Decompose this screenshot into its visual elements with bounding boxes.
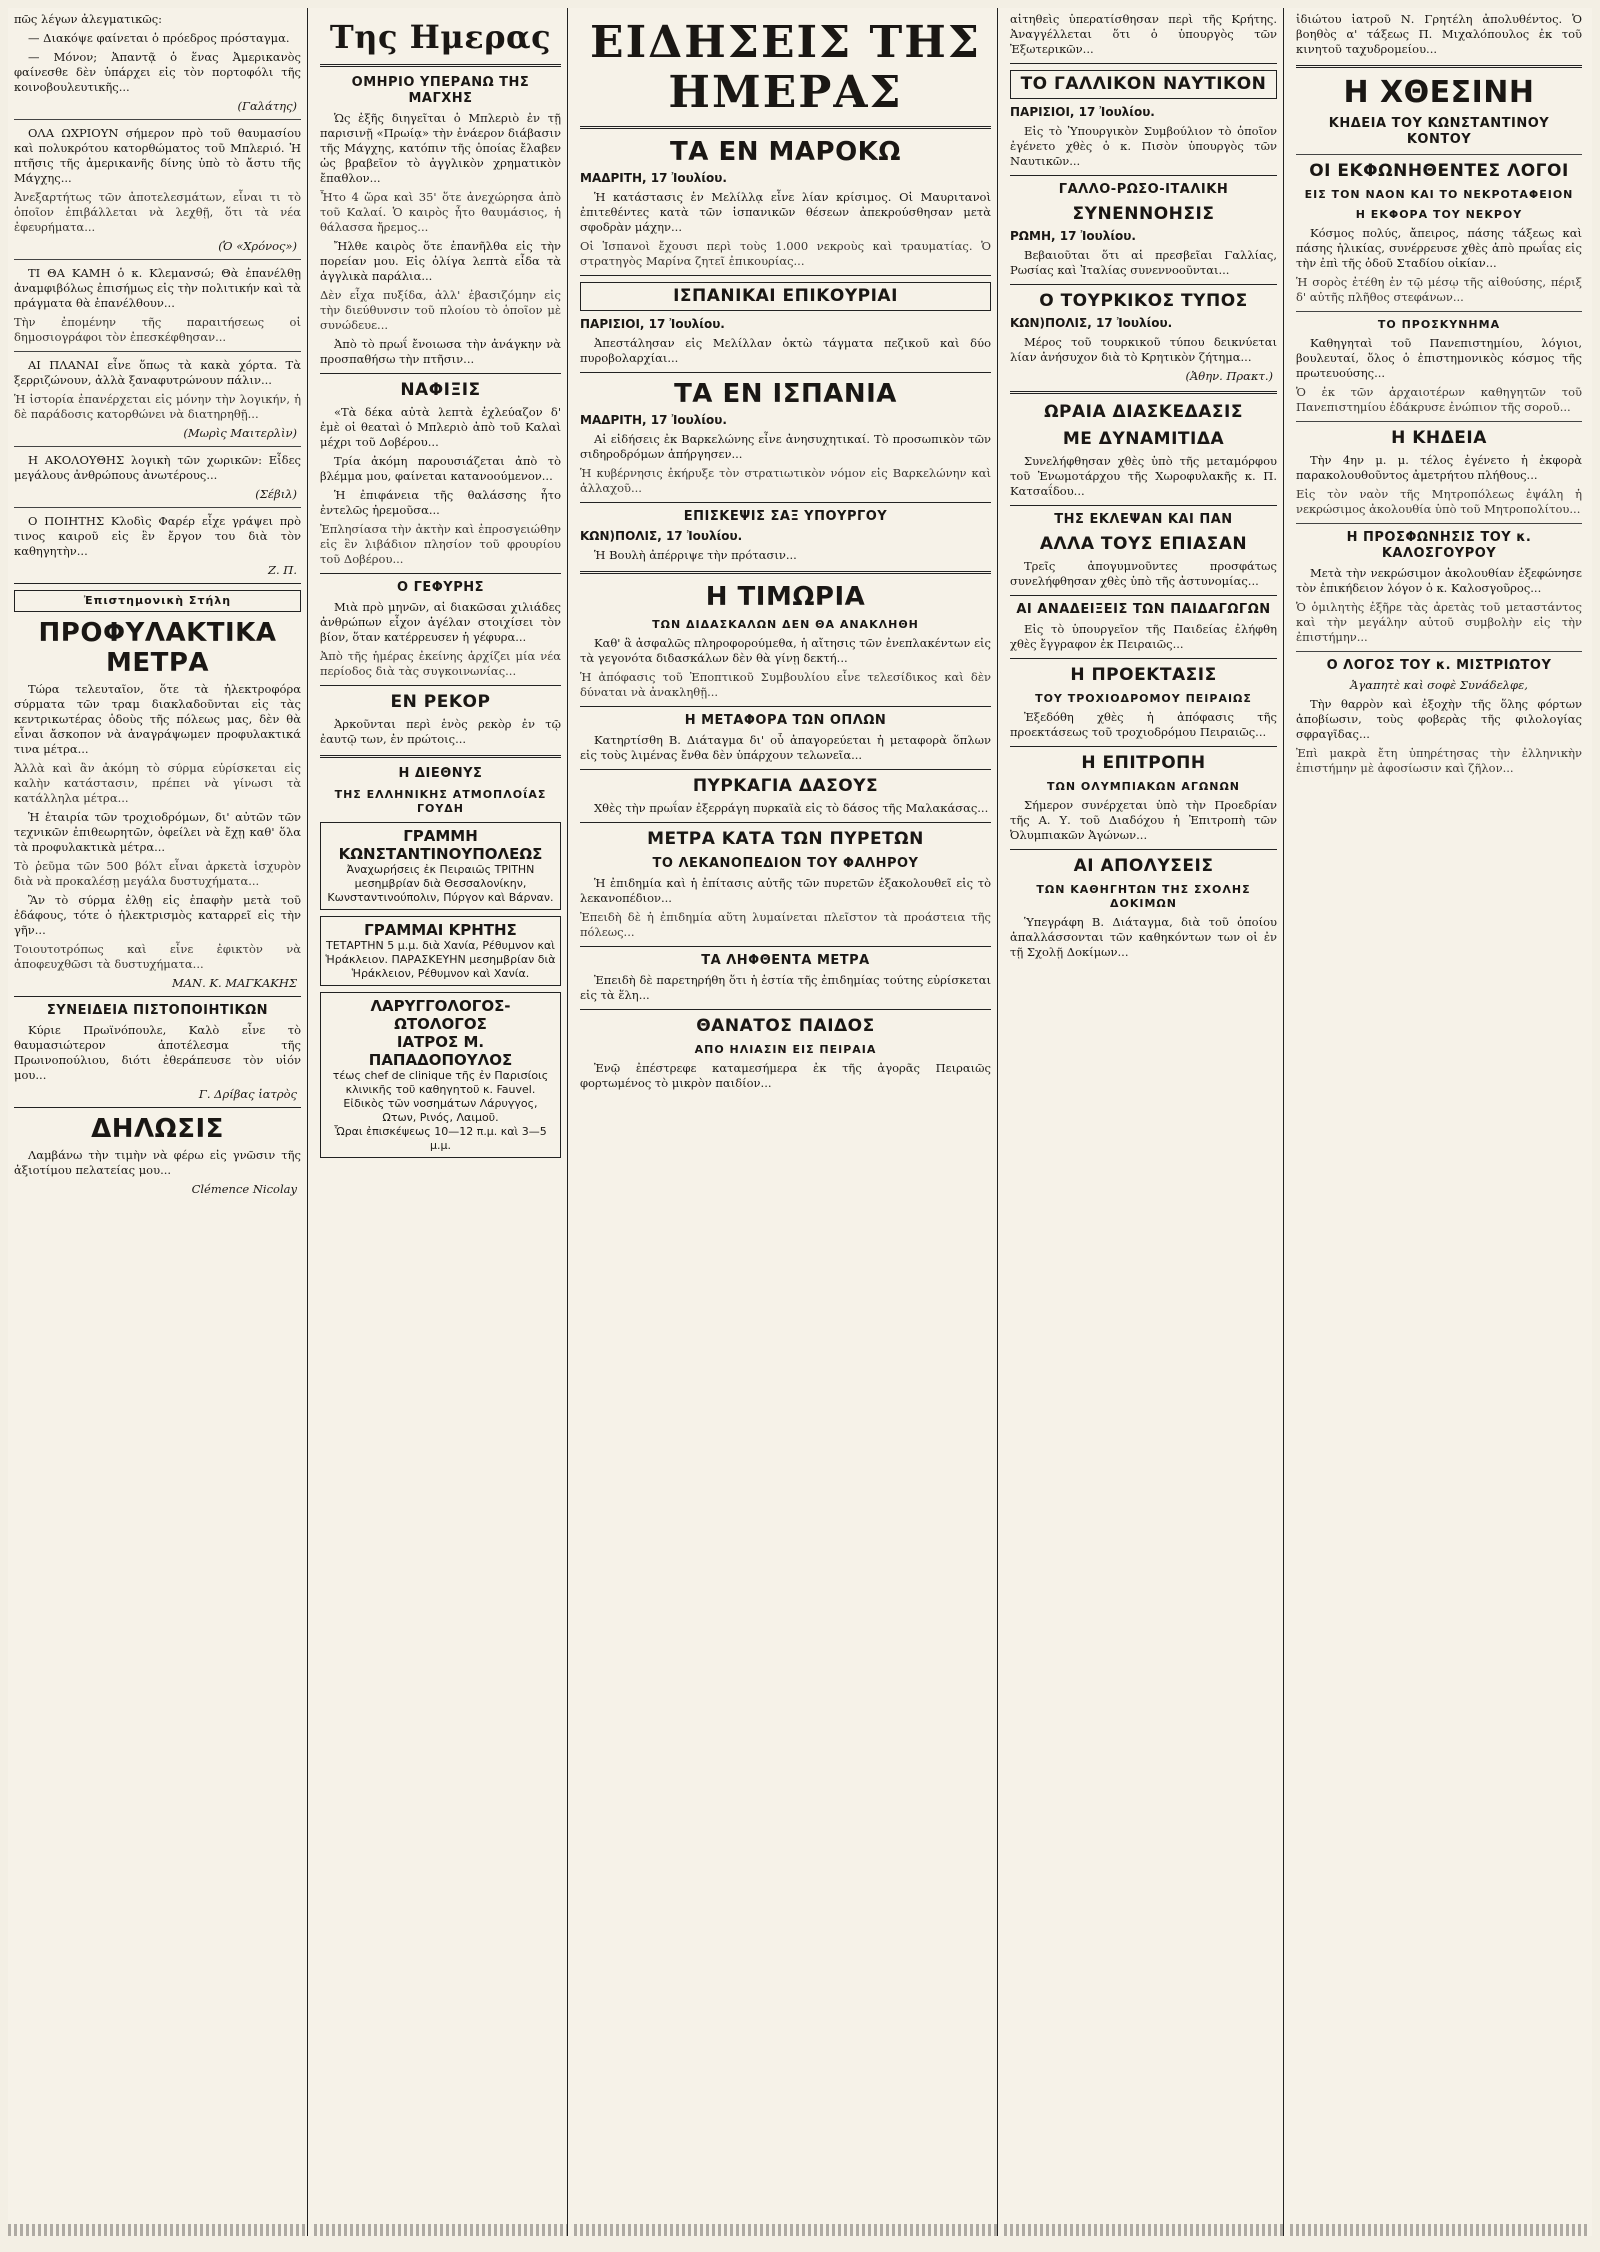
masthead-tis-imeras: Της Ημερας bbox=[329, 18, 552, 56]
masthead-eidiseis: ΕΙΔΗΣΕΙΣ ΤΗΣ ΗΜΕΡΑΣ bbox=[590, 17, 981, 118]
signature: ΜΑΝ. Κ. ΜΑΓΚΑΚΗΣ bbox=[171, 976, 297, 990]
maroko-text: Ἡ κατάστασις ἐν Μελίλλᾳ εἶνε λίαν κρίσιμος. Οἱ Μαυριτανοὶ ἐπιτεθέντες κατὰ τῶν ἱσπανικῶν θέσεων ἀπεκρούσθησαν μετὰ σφοδρὰν μάχην... bbox=[580, 190, 991, 234]
subhead-eklepsan: ΑΛΛΑ ΤΟΥΣ ΕΠΙΑΣΑΝ bbox=[1039, 534, 1248, 554]
signature: (Γαλάτης) bbox=[237, 99, 297, 113]
headline-epitropi: Η ΕΠΙΤΡΟΠΗ bbox=[1081, 753, 1206, 773]
rekor-text: Ἀρκοῦνται περὶ ἑνὸς ρεκὸρ ἐν τῷ ἐαυτῷ των, ἐν πρώτοις... bbox=[320, 717, 561, 746]
anadeixeis-text: Εἰς τὸ ὑπουργεῖον τῆς Παιδείας ἐλήφθη χθὲς ἔγγραφον ἐκ Πειραιῶς... bbox=[1010, 622, 1277, 651]
headline-tourk: Ο ΤΟΥΡΚΙΚΟΣ ΤΥΠΟΣ bbox=[1039, 291, 1248, 311]
kideia-text: Τὴν 4ην μ. μ. τέλος ἐγένετο ἡ ἐκφορὰ παρακολουθοῦντος ἀμετρήτου πλήθους... bbox=[1296, 453, 1582, 482]
tourk-text: Μέρος τοῦ τουρκικοῦ τύπου δεικνύεται λίαν ἀνήσυχον διὰ τὸ Κρητικὸν ζήτημα... bbox=[1010, 335, 1277, 364]
subhead-apolyseis: ΤΩΝ ΚΑΘΗΓΗΤΩΝ ΤΗΣ ΣΧΟΛΗΣ ΔΟΚΙΜΩΝ bbox=[1036, 883, 1251, 910]
proskynima-text: Καθηγηταὶ τοῦ Πανεπιστημίου, λόγιοι, βουλευταί, ὅλος ὁ ἐπιστημονικὸς κόσμος τῆς πρωτευούσης... bbox=[1296, 336, 1582, 380]
eklepsan-text: Τρεῖς ἀπογυμνοῦντες προσφάτως συνελήφθησαν χθὲς ὑπὸ τῆς ἀστυνομίας... bbox=[1010, 559, 1277, 588]
column-2: Της Ημερας ΟΜΗΡΙΟ ΥΠΕΡΑΝΩ ΤΗΣ ΜΑΓΧΗΣ Ὡς ἐξῆς διηγεῖται ὁ Μπλεριὸ ἐν τῇ παρισινῇ «Πρωίᾳ» τὴν ἐνάερον διάβασιν τῆς Μάγχης, κατόπιν τῆς ὁποίας ἔλαβεν ὡς βραβεῖον τὸ ἀγγλικὸν χρηματικὸν ἔπαθλον... Ἦτο 4 ὥρα καὶ 35' ὅτε ἀνεχώρησα ἀπὸ τοῦ Καλαί. Ὁ καιρὸς ἦτο θαυμάσιος, ἡ θάλασσα ἤρεμος... Ἤλθε καιρὸς ὅτε ἐπανῆλθα εἰς τὴν πορείαν μου. Εἰς ὀλίγα λεπτὰ εἶδα τὰ ἀγγλικὰ παράλια... Δὲν εἶχα πυξίδα, ἀλλ' ἐβασιζόμην εἰς τὴν διεύθυνσιν τοῦ πλοίου τὸ ὁποῖον μὲ συνώδευε... Ἀπὸ τὸ πρωΐ ἔνοιωσα τὴν ἀνάγκην νὰ προσπαθήσω τὴν πτῆσιν... ΝΑΦΙΞΙΣ «Τὰ δέκα αὐτὰ λεπτὰ ἐχλεύαζον δ' ἐμὲ οἱ θεαταὶ ὁ Μπλεριὸ ἀπὸ τοῦ Καλαὶ μέχρι τοῦ Δοβέρου... Τρία ἀκόμη παρουσιάζεται ἀπὸ τὸ βλέμμα μου, φαίνεται κατανοούμενον... Ἡ ἐπιφάνεια τῆς θαλάσσης ἦτο ἐντελῶς ἠρεμοῦσα... Ἐπλησίασα τὴν ἀκτὴν καὶ ἐπροσγειώθην εἰς ἓν λιβάδιον πλησίον τοῦ φρουρίου τοῦ Δοβέρου... Ο ΓΕΦΥΡΗΣ Μιὰ πρὸ μηνῶν, αἱ διακῶσαι χιλιάδες ἀνθρώπων εἶχον ἀγέλαν στοιχίσει τὸν βίον, ὅταν κατέρρευσεν ἡ γέφυρα... Ἀπὸ τῆς ἡμέρας ἐκείνης ἀρχίζει μία νέα περίοδος διὰ τὰς συγκοινωνίας... ΕΝ ΡΕΚΟΡ Ἀρκοῦνται περὶ ἑνὸς ρεκὸρ ἐν τῷ ἐαυτῷ των, ἐν πρώτοις... Η ΔΙΕΘΝΥΣ ΤΗΣ ΕΛΛΗΝΙΚΗΣ ΑΤΜΟΠΛΟΐΑΣ ΓΟΥΔΗ ΓΡΑΜΜΗ ΚΩΝΣΤΑΝΤΙΝΟΥΠΟΛΕΩΣ Ἀναχωρήσεις ἐκ Πειραιῶς ΤΡΙΤΗΝ μεσημβρίαν διὰ Θεσσαλονίκην, Κωνσταντινούπολιν, Πύργον καὶ Βάρναν. ΓΡΑΜΜΑΙ ΚΡΗΤΗΣ ΤΕΤΑΡΤΗΝ 5 μ.μ. διὰ Χανία, Ρέθυμνον καὶ Ἡράκλειον. ΠΑΡΑΣΚΕΥΗΝ μεσημβρίαν διὰ Ἡράκλειον, Ρέθυμνον καὶ Χανία. ΛΑΡΥΓΓΟΛΟΓΟΣ-ΩΤΟΛΟΓΟΣ ΙΑΤΡΟΣ Μ. ΠΑΠΑΔΟΠΟΥΛΟΣ τέως chef de clinique τῆς ἐν Παρισίοις κλινικῆς τοῦ καθηγητοῦ κ. Fauvel. Εἰδικὸς τῶν νοσημάτων Λάρυγγος, Ωτων, Ρινός, Λαιμοῦ. Ὧραι ἐπισκέψεως 10—12 π.μ. καὶ 3—5 μ.μ. bbox=[314, 8, 568, 2236]
headline-rekor: ΕΝ ΡΕΚΟΡ bbox=[390, 692, 491, 712]
subhead-omirio: ΟΜΗΡΙΟ ΥΠΕΡΑΝΩ ΤΗΣ ΜΑΓΧΗΣ bbox=[351, 75, 530, 106]
dateline: ΠΑΡΙΣΙΟΙ, 17 Ἰουλίου. bbox=[1010, 105, 1155, 119]
column-5-inner: ἰδιώτου ἰατροῦ Ν. Γρητέλη ἀπολυθέντος. Ὁ βοηθὸς α' τάξεως Π. Μιχαλόπουλος ἐκ τοῦ κινητοῦ ταχυδρομείου... Η ΧΘΕΣΙΝΗ ΚΗΔΕΙΑ ΤΟΥ ΚΩΝΣΤΑΝΤΙΝΟΥ ΚΟΝΤΟΥ ΟΙ ΕΚΦΩΝΗΘΕΝΤΕΣ ΛΟΓΟΙ ΕΙΣ ΤΟΝ ΝΑΟΝ ΚΑΙ ΤΟ ΝΕΚΡΟΤΑΦΕΙΟΝ Η ΕΚΦΟΡΑ ΤΟΥ ΝΕΚΡΟΥ Κόσμος πολύς, ἄπειρος, πάσης τάξεως καὶ πάσης ἡλικίας, συνέρρευσε χθὲς ἀπὸ πρωΐας εἰς τὴν ἐπὶ τῆς ὁδοῦ Σταδίου οἰκίαν... Ἡ σορὸς ἐτέθη ἐν τῷ μέσῳ τῆς αἰθούσης, πέριξ δ' αὐτῆς πλῆθος στεφάνων... ΤΟ ΠΡΟΣΚΥΝΗΜΑ Καθηγηταὶ τοῦ Πανεπιστημίου, λόγιοι, βουλευταί, ὅλος ὁ ἐπιστημονικὸς κόσμος τῆς πρωτευούσης... Ὁ ἐκ τῶν ἀρχαιοτέρων καθηγητῶν τοῦ Πανεπιστημίου ἐδάκρυσε ἐνώπιον τῆς σοροῦ... Η ΚΗΔΕΙΑ Τὴν 4ην μ. μ. τέλος ἐγένετο ἡ ἐκφορὰ παρακολουθοῦντος ἀμετρήτου πλήθους... Εἰς τὸν ναὸν τῆς Μητροπόλεως ἐψάλη ἡ νεκρώσιμος ἀκολουθία ὑπὸ τοῦ Μητροπολίτου... Η ΠΡΟΣΦΩΝΗΣΙΣ ΤΟΥ κ. ΚΑΛΟΣΓΟΥΡΟΥ Μετὰ τὴν νεκρώσιμον ἀκολουθίαν ἐξεφώνησε τὸν ἐπικήδειον λόγον ὁ κ. Καλοσγοῦρος... Ὁ ὁμιλητὴς ἐξῆρε τὰς ἀρετὰς τοῦ μεταστάντος καὶ τὴν μεγάλην αὐτοῦ συμβολὴν εἰς τὴν ἐπιστήμην... Ο ΛΟΓΟΣ ΤΟΥ κ. ΜΙΣΤΡΙΩΤΟΥ Ἀγαπητὲ καὶ σοφὲ Συνάδελφε, Τὴν θαρρὸν καὶ ἐξοχὴν τῆς ὅλης φόρτων ἀποβίωσιν, τοὺς φοβερὰς τῆς φιλολογίας σφραγῖδας... Ἐπὶ μακρὰ ἔτη ὑπηρέτησας τὴν ἐλληνικὴν ἐπιστήμην μὲ ἀφοσίωσιν καὶ ζῆλον... bbox=[1296, 12, 1582, 775]
headline-gefyra: Ο ΓΕΦΥΡΗΣ bbox=[397, 580, 484, 595]
headline-epikouriai: ΙΣΠΑΝΙΚΑΙ ΕΠΙΚΟΥΡΙΑΙ bbox=[580, 282, 991, 311]
headline-diethnis: Η ΔΙΕΘΝΥΣ bbox=[398, 766, 483, 781]
headline-galliko: ΤΟ ΓΑΛΛΙΚΟΝ ΝΑΥΤΙΚΟΝ bbox=[1010, 70, 1277, 99]
signature: Γ. Δρίβας ἰατρὸς bbox=[198, 1087, 297, 1101]
ad-line-constantinople bbox=[320, 822, 561, 910]
column-5 bbox=[1290, 8, 1588, 2236]
ad-heading: ΓΡΑΜΜΗ ΚΩΝΣΤΑΝΤΙΝΟΥΠΟΛΕΩΣ bbox=[338, 827, 543, 863]
prof-text: Ἂν τὸ σύρμα ἐλθῃ εἰς ἐπαφὴν μετὰ τοῦ ἐδάφους, τότε ὁ ἠλεκτρισμὸς καταρρεῖ εἰς τὴν γῆν... bbox=[14, 893, 301, 937]
headline-apolyseis: ΑΙ ΑΠΟΛΥΣΕΙΣ bbox=[1073, 856, 1214, 876]
subhead-diethnis: ΤΗΣ ΕΛΛΗΝΙΚΗΣ ΑΤΜΟΠΛΟΐΑΣ ΓΟΥΔΗ bbox=[334, 788, 547, 815]
ad-text: Ἀναχωρήσεις ἐκ Πειραιῶς ΤΡΙΤΗΝ μεσημβρίαν διὰ Θεσσαλονίκην, Κωνσταντινούπολιν, Πύργον καὶ Βάρναν. bbox=[327, 863, 554, 904]
column-1: πῶς λέγων ἀλεγματικῶς: — Διακόψε φαίνεται ὁ πρόεδρος πρόσταγμα. — Μόνον; Ἀπαντᾷ ὁ ἕνας Ἀμερικανὸς φαίνεσθε δὲν ὑπάρχει εἰς τὸν πορτοφόλι τῆς κοινοβουλευτικῆς... (Γαλάτης) ΟΛΑ ΩΧΡΙΟΥΝ σήμερον πρὸ τοῦ θαυμασίου καὶ πολυκρότου κατορθώματος τοῦ Μπλεριό. Ἡ πτῆσις τῆς ἀμερικανῆς δίνης ὑπὸ τὸ ἄστυ τῆς Μάγχης... Ἀνεξαρτήτως τῶν ἀποτελεσμάτων, εἶναι τι τὸ ὁποῖον ἐπιβάλλεται νὰ λεχθῇ, ὅτι τὰ νέα ἐφευρήματα... (Ὁ «Χρόνος») ΤΙ ΘΑ ΚΑΜΗ ὁ κ. Κλεμανσώ; Θὰ ἐπανέλθῃ ἀναμφιβόλως ἐπισήμως εἰς τὴν πολιτικήν καὶ τὰ πράγματα θὰ ἐπανέλθουν... Τὴν ἐπομένην τῆς παραιτήσεως οἱ δημοσιογράφοι τὸν ἐπεσκέφθησαν... ΑΙ ΠΛΑΝΑΙ εἶνε ὅπως τὰ κακὰ χόρτα. Τὰ ξερριζώνουν, ἀλλὰ ξαναφυτρώνουν πάλιν... Ἡ ἱστορία ἐπανέρχεται εἰς μόνην τὴν λογικήν, ἡ δὲ παράδοσις κατορθώνει νὰ διατηρηθῇ... (Μωρὶς Μαιτερλὶν) Η ΑΚΟΛΟΥΘΗΣ λογικὴ τῶν χωρικῶν: Εἶδες μεγάλους ἀνθρώπους ἀνωτέρους... (Σέβιλ) Ο ΠΟΙΗΤΗΣ Κλοδὶς Φαρέρ εἶχε γράψει πρὸ τινος καιροῦ εἰς ἓν ἔργον του διὰ τὸν καθηγητὴν... Ζ. Π. Ἐπιστημονικὴ Στήλη ΠΡΟΦΥΛΑΚΤΙΚΑ ΜΕΤΡΑ Τώρα τελευταῖον, ὅτε τὰ ἠλεκτροφόρα σύρματα τῶν τραμ διακλαδοῦνται εἰς τὰς κεντρικωτέρας ὁδοὺς τῆς πόλεως μας, δὲν θὰ εἶναι ἄσκοπον νὰ ἀναγράψωμεν προφυλακτικά τινα μέτρα... Ἀλλὰ καὶ ἂν ἀκόμη τὸ σύρμα εὑρίσκεται εἰς καλὴν κατάστασιν, πρέπει νὰ γίνωσι τὰ κατάλληλα μέτρα... Ἡ ἑταιρία τῶν τροχιοδρόμων, δι' αὐτῶν τῶν τεχνικῶν ἐπιθεωρητῶν, ὀφείλει νὰ ἔχῃ καθ' ὅλα τὰ προφυλακτικὰ μέτρα... Τὸ ῥεῦμα τῶν 500 βόλτ εἶναι ἀρκετὰ ἰσχυρὸν διὰ νὰ προκαλέσῃ μεγάλα δυστυχήματα... Ἂν τὸ σύρμα ἐλθῃ εἰς ἐπαφὴν μετὰ τοῦ ἐδάφους, τότε ὁ ἠλεκτρισμὸς καταρρεῖ εἰς τὴν γῆν... Τοιουτοτρόπως καὶ εἶνε ἐφικτὸν νὰ ἀποφευχθῶσι τὰ δυστυχήματα... ΜΑΝ. Κ. ΜΑΓΚΑΚΗΣ ΣΥΝΕΙΔΕΙΑ ΠΙΣΤΟΠΟΙΗΤΙΚΩΝ Κύριε Πρωϊνόπουλε, Καλὸ εἶνε τὸ θαυμασιώτερον ἀποτέλεσμα τῆς Πρωινοπούλιου, διότι ἐθεράπευσε τὸν υἱόν μου... Γ. Δρίβας ἰατρὸς ΔΗΛΩΣΙΣ Λαμβάνω τὴν τιμὴν νὰ φέρω εἰς γνῶσιν τῆς ἀξιοτίμου πελατείας μου... Clémence Nicolay bbox=[8, 8, 308, 2236]
signature: Clémence Nicolay bbox=[191, 1182, 297, 1196]
prosfwnisis-text: Μετὰ τὴν νεκρώσιμον ἀκολουθίαν ἐξεφώνησε τὸν ἐπικήδειον λόγον ὁ κ. Καλοσγοῦρος... bbox=[1296, 566, 1582, 595]
headline-logoi: ΟΙ ΕΚΦΩΝΗΘΕΝΤΕΣ ΛΟΓΟΙ bbox=[1309, 161, 1569, 181]
omirio-text: Ἤλθε καιρὸς ὅτε ἐπανῆλθα εἰς τὴν πορείαν μου. Εἰς ὀλίγα λεπτὰ εἶδα τὰ ἀγγλικὰ παράλια... bbox=[320, 239, 561, 283]
oraia-text: Συνελήφθησαν χθὲς ὑπὸ τῆς μεταμόρφου τοῦ Ἐνωμοτάρχου τῆς Χωροφυλακῆς κ. Π. Κατσαΐδου... bbox=[1010, 454, 1277, 498]
gefyra-text: Μιὰ πρὸ μηνῶν, αἱ διακῶσαι χιλιάδες ἀνθρώπων εἶχον ἀγέλαν στοιχίσει τὸν βίον, ὅταν κατέρρευσεν ἡ γέφυρα... bbox=[320, 600, 561, 644]
column-4 bbox=[1004, 8, 1284, 2236]
headline-eklepsan: ΤΗΣ ΕΚΛΕΨΑΝ ΚΑΙ ΠΑΝ bbox=[1054, 512, 1233, 527]
item-planai: ΑΙ ΠΛΑΝΑΙ εἶνε ὅπως τὰ κακὰ χόρτα. Τὰ ξερριζώνουν, ἀλλὰ ξαναφυτρώνουν πάλιν... bbox=[14, 358, 301, 387]
subhead-metra: ΤΟ ΛΕΚΑΝΟΠΕΔΙΟΝ ΤΟΥ ΦΑΛΗΡΟΥ bbox=[652, 856, 919, 871]
headline-oraia: ΩΡΑΙΑ ΔΙΑΣΚΕΔΑΣΙΣ bbox=[1044, 402, 1243, 422]
timwria-text: Καθ' ἃ ἀσφαλῶς πληροφορούμεθα, ἡ αἴτησις τῶν ἐνεπλακέντων εἰς τὰ γεγονότα διδασκάλων δὲν θὰ γίνῃ δεκτή... bbox=[580, 636, 991, 665]
headline-ekfora: Η ΕΚΦΟΡΑ ΤΟΥ ΝΕΚΡΟΥ bbox=[1355, 208, 1523, 221]
item-kamh: ΤΙ ΘΑ ΚΑΜΗ ὁ κ. Κλεμανσώ; Θὰ ἐπανέλθῃ ἀναμφιβόλως ἐπισήμως εἰς τὴν πολιτικήν καὶ τὰ πράγματα θὰ ἐπανέλθουν... bbox=[14, 266, 301, 310]
column-3: ΕΙΔΗΣΕΙΣ ΤΗΣ ΗΜΕΡΑΣ ΤΑ ΕΝ ΜΑΡΟΚΩ ΜΑΔΡΙΤΗ, 17 Ἰουλίου. Ἡ κατάστασις ἐν Μελίλλᾳ εἶνε λίαν κρίσιμος. Οἱ Μαυριτανοὶ ἐπιτεθέντες κατὰ τῶν ἱσπανικῶν θέσεων ἀπεκρούσθησαν μετὰ σφοδρὰν μάχην... Οἱ Ἱσπανοὶ ἔχουσι περὶ τοὺς 1.000 νεκροὺς καὶ τραυματίας. Ὁ στρατηγὸς Μαρίνα ζητεῖ ἐπικουρίας... ΙΣΠΑΝΙΚΑΙ ΕΠΙΚΟΥΡΙΑΙ ΠΑΡΙΣΙΟΙ, 17 Ἰουλίου. Ἀπεστάλησαν εἰς Μελίλλαν ὀκτὼ τάγματα πεζικοῦ καὶ δύο πυροβολαρχίαι... ΤΑ ΕΝ ΙΣΠΑΝΙΑ ΜΑΔΡΙΤΗ, 17 Ἰουλίου. Αἱ εἰδήσεις ἐκ Βαρκελώνης εἶνε ἀνησυχητικαί. Τὸ προσωπικὸν τῶν σιδηροδρόμων ἀπήργησεν... Ἡ κυβέρνησις ἐκήρυξε τὸν στρατιωτικὸν νόμον εἰς Βαρκελώνην καὶ ἀλλαχοῦ... ΕΠΙΣΚΕΨΙΣ ΣΑΞ ΥΠΟΥΡΓΟΥ ΚΩΝ)ΠΟΛΙΣ, 17 Ἰουλίου. Ἡ Βουλὴ ἀπέρριψε τὴν πρότασιν... Η ΤΙΜΩΡΙΑ ΤΩΝ ΔΙΔΑΣΚΑΛΩΝ ΔΕΝ ΘΑ ΑΝΑΚΛΗΘΗ Καθ' ἃ ἀσφαλῶς πληροφορούμεθα, ἡ αἴτησις τῶν ἐνεπλακέντων εἰς τὰ γεγονότα διδασκάλων δὲν θὰ γίνῃ δεκτή... Ἡ ἀπόφασις τοῦ Ἐποπτικοῦ Συμβουλίου εἶνε τελεσίδικος καὶ δὲν δύναται νὰ ἀνακληθῇ... Η ΜΕΤΑΦΟΡΑ ΤΩΝ ΟΠΛΩΝ Κατηρτίσθη Β. Διάταγμα δι' οὗ ἀπαγορεύεται ἡ μεταφορὰ ὅπλων εἰς τοὺς λιμένας ἔνθα δὲν ὑπάρχουν τελωνεῖα... ΠΥΡΚΑΓΙΑ ΔΑΣΟΥΣ Χθὲς τὴν πρωΐαν ἐξερράγη πυρκαϊὰ εἰς τὸ δάσος τῆς Μαλακάσας... ΜΕΤΡΑ ΚΑΤΑ ΤΩΝ ΠΥΡΕΤΩΝ ΤΟ ΛΕΚΑΝΟΠΕΔΙΟΝ ΤΟΥ ΦΑΛΗΡΟΥ Ἡ ἐπιδημία καὶ ἡ ἐπίτασις αὐτῆς τῶν πυρετῶν ἐξακολουθεῖ εἰς τὸ λεκανοπέδιον... Ἐπειδὴ δὲ ἡ ἐπιδημία αὕτη λυμαίνεται πλεῖστον τὰ προάστεια τῆς πόλεως... ΤΑ ΛΗΦΘΕΝΤΑ ΜΕΤΡΑ Ἐπειδὴ δὲ παρετηρήθη ὅτι ἡ ἑστία τῆς ἐπιδημίας τούτης εὑρίσκεται εἰς τὰ ἕλη... ΘΑΝΑΤΟΣ ΠΑΙΔΟΣ ΑΠΟ ΗΛΙΑΣΙΝ ΕΙΣ ΠΕΙΡΑΙΑ Ἐνῷ ἐπέστρεφε καταμεσήμερα ἐκ τῆς ἀγορᾶς Πειραιῶς φορτωμένος τὸ μικρὸν παιδίον... bbox=[574, 8, 998, 2236]
ad-doctor bbox=[320, 992, 561, 1158]
signature: Ζ. Π. bbox=[268, 563, 297, 577]
ad-text: ΤΕΤΑΡΤΗΝ 5 μ.μ. διὰ Χανία, Ρέθυμνον καὶ Ἡράκλειον. ΠΑΡΑΣΚΕΥΗΝ μεσημβρίαν διὰ Ἡράκλειον, Ρέθυμνον καὶ Χανία. bbox=[325, 939, 556, 980]
item-akolouth: Η ΑΚΟΛΟΥΘΗΣ λογικὴ τῶν χωρικῶν: Εἶδες μεγάλους ἀνθρώπους ἀνωτέρους... bbox=[14, 453, 301, 482]
headline-nafixis: ΝΑΦΙΞΙΣ bbox=[400, 380, 481, 400]
intro-line: — Μόνον; Ἀπαντᾷ ὁ ἕνας Ἀμερικανὸς φαίνεσθε δὲν ὑπάρχει εἰς τὸν πορτοφόλι τῆς κοινοβουλευτικῆς... bbox=[14, 50, 301, 94]
col4-top: αἰτηθεὶς ὑπερατίσθησαν περὶ τῆς Κρήτης. Ἀναγγέλλεται ὅτι ὁ ὑπουργὸς τῶν Ἐξωτερικῶν... bbox=[1010, 12, 1277, 56]
headline-timwria: Η ΤΙΜΩΡΙΑ bbox=[705, 582, 866, 612]
dateline: ΚΩΝ)ΠΟΛΙΣ, 17 Ἰουλίου. bbox=[1010, 316, 1173, 330]
subhead-oraia: ΜΕ ΔΥΝΑΜΙΤΙΔΑ bbox=[1062, 429, 1225, 449]
dilwseis-text: Λαμβάνω τὴν τιμὴν νὰ φέρω εἰς γνῶσιν τῆς ἀξιοτίμου πελατείας μου... bbox=[14, 1148, 301, 1177]
signature: (Σέβιλ) bbox=[255, 487, 297, 501]
metafora-text: Κατηρτίσθη Β. Διάταγμα δι' οὗ ἀπαγορεύεται ἡ μεταφορὰ ὅπλων εἰς τοὺς λιμένας ἔνθα δὲν ὑπάρχουν τελωνεῖα... bbox=[580, 733, 991, 762]
dateline: ΡΩΜΗ, 17 Ἰουλίου. bbox=[1010, 229, 1136, 243]
thanatos-text: Ἐνῷ ἐπέστρεφε καταμεσήμερα ἐκ τῆς ἀγορᾶς Πειραιῶς φορτωμένος τὸ μικρὸν παιδίον... bbox=[580, 1061, 991, 1090]
ad-line-crete bbox=[320, 916, 561, 986]
epitropi-text: Σήμερον συνέρχεται ὑπὸ τὴν Προεδρίαν τῆς Α. Υ. τοῦ Διαδόχου ἡ Ἐπιτροπὴ τῶν Ὀλυμπιακῶν Ἀγώνων... bbox=[1010, 798, 1277, 842]
omirio-text: Ὡς ἐξῆς διηγεῖται ὁ Μπλεριὸ ἐν τῇ παρισινῇ «Πρωίᾳ» τὴν ἐνάερον διάβασιν τῆς Μάγχης, κατόπιν τῆς ὁποίας ἔλαβεν ὡς βραβεῖον τὸ ἀγγλικὸν χρηματικὸν ἔπαθλον... bbox=[320, 111, 561, 185]
prof-text: Ἡ ἑταιρία τῶν τροχιοδρόμων, δι' αὐτῶν τῶν τεχνικῶν ἐπιθεωρητῶν, ὀφείλει νὰ ἔχῃ καθ' ὅλα τὰ προφυλακτικὰ μέτρα... bbox=[14, 810, 301, 854]
nafixis-text: Ἡ ἐπιφάνεια τῆς θαλάσσης ἦτο ἐντελῶς ἠρεμοῦσα... bbox=[320, 488, 561, 517]
newspaper-page bbox=[8, 8, 1592, 2236]
headline-anadeixeis: ΑΙ ΑΝΑΔΕΙΞΕΙΣ ΤΩΝ ΠΑΙΔΑΓΩΓΩΝ bbox=[1016, 602, 1271, 617]
headline-xthesini: Η ΧΘΕΣΙΝΗ bbox=[1343, 75, 1535, 110]
headline-metra: ΜΕΤΡΑ ΚΑΤΑ ΤΩΝ ΠΥΡΕΤΩΝ bbox=[647, 829, 924, 849]
ad-heading: ΛΑΡΥΓΓΟΛΟΓΟΣ-ΩΤΟΛΟΓΟΣ bbox=[370, 997, 511, 1033]
dateline: ΚΩΝ)ΠΟΛΙΣ, 17 Ἰουλίου. bbox=[580, 529, 743, 543]
headline-lifthenta: ΤΑ ΛΗΦΘΕΝΤΑ ΜΕΤΡΑ bbox=[701, 953, 870, 968]
metra-text: Ἡ ἐπιδημία καὶ ἡ ἐπίτασις αὐτῆς τῶν πυρετῶν ἐξακολουθεῖ εἰς τὸ λεκανοπέδιον... bbox=[580, 876, 991, 905]
apolyseis-text: Ὑπεγράφη Β. Διάταγμα, διὰ τοῦ ὁποίου ἀπαλλάσσονται τῶν καθηκόντων των οἱ ἐν τῇ Σχολῇ Δοκίμων... bbox=[1010, 915, 1277, 959]
col5-top: ἰδιώτου ἰατροῦ Ν. Γρητέλη ἀπολυθέντος. Ὁ βοηθὸς α' τάξεως Π. Μιχαλόπουλος ἐκ τοῦ κινητοῦ ταχυδρομείου... bbox=[1296, 12, 1582, 56]
episkepsis-text: Ἡ Βουλὴ ἀπέρριψε τὴν πρότασιν... bbox=[594, 548, 797, 562]
subhead-proektasi: ΤΟΥ ΤΡΟΧΙΟΔΡΟΜΟΥ ΠΕΙΡΑΙΩΣ bbox=[1035, 692, 1252, 705]
pyrkagia-text: Χθὲς τὴν πρωΐαν ἐξερράγη πυρκαϊὰ εἰς τὸ δάσος τῆς Μαλακάσας... bbox=[594, 801, 989, 815]
syneteia-text: Κύριε Πρωϊνόπουλε, Καλὸ εἶνε τὸ θαυμασιώτερον ἀποτέλεσμα τῆς Πρωινοπούλιου, διότι ἐθεράπευσε τὸν υἱόν μου... bbox=[14, 1023, 301, 1082]
headline-syneteia: ΣΥΝΕΙΔΕΙΑ ΠΙΣΤΟΠΟΙΗΤΙΚΩΝ bbox=[46, 1003, 269, 1018]
proektasi-text: Ἐξεδόθη χθὲς ἡ ἀπόφασις τῆς προεκτάσεως τοῦ τροχιοδρόμου Πειραιῶς... bbox=[1010, 710, 1277, 739]
ad-text: τέως chef de clinique τῆς ἐν Παρισίοις κλινικῆς τοῦ καθηγητοῦ κ. Fauvel. Εἰδικὸς τῶν νοσημάτων Λάρυγγος, Ωτων, Ρινός, Λαιμοῦ. bbox=[332, 1069, 549, 1124]
ad-heading: ΓΡΑΜΜΑΙ ΚΡΗΤΗΣ bbox=[364, 921, 517, 939]
item-poiitis: Ο ΠΟΙΗΤΗΣ Κλοδὶς Φαρέρ εἶχε γράψει πρὸ τινος καιροῦ εἰς ἓν ἔργον του διὰ τὸν καθηγητὴν... bbox=[14, 514, 301, 558]
ekfora-text: Κόσμος πολύς, ἄπειρος, πάσης τάξεως καὶ πάσης ἡλικίας, συνέρρευσε χθὲς ἀπὸ πρωΐας εἰς τὴν ἐπὶ τῆς ὁδοῦ Σταδίου οἰκίαν... bbox=[1296, 226, 1582, 270]
subhead-galloroso: ΣΥΝΕΝΝΟΗΣΙΣ bbox=[1072, 204, 1215, 224]
headline-prof: ΠΡΟΦΥΛΑΚΤΙΚΑ ΜΕΤΡΑ bbox=[38, 618, 277, 678]
headline-logos: Ο ΛΟΓΟΣ ΤΟΥ κ. ΜΙΣΤΡΙΩΤΟΥ bbox=[1326, 658, 1552, 673]
dateline: ΠΑΡΙΣΙΟΙ, 17 Ἰουλίου. bbox=[580, 317, 725, 331]
ad-doctor-name: ΙΑΤΡΟΣ Μ. ΠΑΠΑΔΟΠΟΥΛΟΣ bbox=[368, 1033, 513, 1069]
subhead-thanatos: ΑΠΟ ΗΛΙΑΣΙΝ ΕΙΣ ΠΕΙΡΑΙΑ bbox=[694, 1043, 877, 1056]
headline-ispania: ΤΑ ΕΝ ΙΣΠΑΝΙΑ bbox=[674, 379, 897, 409]
headline-dilwseis: ΔΗΛΩΣΙΣ bbox=[91, 1114, 224, 1144]
prof-text: Τώρα τελευταῖον, ὅτε τὰ ἠλεκτροφόρα σύρματα τῶν τραμ διακλαδοῦνται εἰς τὰς κεντρικωτέρας ὁδοὺς τῆς πόλεως μας, δὲν θὰ εἶναι ἄσκοπον νὰ ἀναγράψωμεν προφυλακτικά τινα μέτρα... bbox=[14, 682, 301, 756]
epikouriai-text: Ἀπεστάλησαν εἰς Μελίλλαν ὀκτὼ τάγματα πεζικοῦ καὶ δύο πυροβολαρχίαι... bbox=[580, 336, 991, 365]
ad-hours: Ὧραι ἐπισκέψεως 10—12 π.μ. καὶ 3—5 μ.μ. bbox=[334, 1125, 547, 1152]
headline-episkepsis: ΕΠΙΣΚΕΨΙΣ ΣΑΞ ΥΠΟΥΡΓΟΥ bbox=[683, 509, 888, 524]
headline-proskynima: ΤΟ ΠΡΟΣΚΥΝΗΜΑ bbox=[1377, 318, 1501, 331]
subhead-timwria: ΤΩΝ ΔΙΔΑΣΚΑΛΩΝ ΔΕΝ ΘΑ ΑΝΑΚΛΗΘΗ bbox=[652, 618, 919, 631]
ispania-text: Αἱ εἰδήσεις ἐκ Βαρκελώνης εἶνε ἀνησυχητικαί. Τὸ προσωπικὸν τῶν σιδηροδρόμων ἀπήργησεν... bbox=[580, 432, 991, 461]
subhead-epitropi: ΤΩΝ ΟΛΥΜΠΙΑΚΩΝ ΑΓΩΝΩΝ bbox=[1046, 780, 1241, 793]
headline-kideia: Η ΚΗΔΕΙΑ bbox=[1391, 428, 1487, 448]
logos-quote: Ἀγαπητὲ καὶ σοφὲ Συνάδελφε, bbox=[1350, 678, 1528, 692]
item-ola: ΟΛΑ ΩΧΡΙΟΥΝ σήμερον πρὸ τοῦ θαυμασίου καὶ πολυκρότου κατορθώματος τοῦ Μπλεριό. Ἡ πτῆσις τῆς ἀμερικανῆς δίνης ὑπὸ τὸ ἄστυ τῆς Μάγχης... bbox=[14, 126, 301, 185]
nafixis-text: «Τὰ δέκα αὐτὰ λεπτὰ ἐχλεύαζον δ' ἐμὲ οἱ θεαταὶ ὁ Μπλεριὸ ἀπὸ τοῦ Καλαὶ μέχρι τοῦ Δοβέρου... bbox=[320, 405, 561, 449]
intro-line: πῶς λέγων ἀλεγματικῶς: bbox=[14, 12, 163, 26]
subhead-xthesini: ΚΗΔΕΙΑ ΤΟΥ ΚΩΝΣΤΑΝΤΙΝΟΥ ΚΟΝΤΟΥ bbox=[1328, 116, 1550, 147]
headline-maroko: ΤΑ ΕΝ ΜΑΡΟΚΩ bbox=[670, 137, 901, 167]
dateline: ΜΑΔΡΙΤΗ, 17 Ἰουλίου. bbox=[580, 171, 727, 185]
headline-prosfwnisis: Η ΠΡΟΣΦΩΝΗΣΙΣ ΤΟΥ κ. ΚΑΛΟΣΓΟΥΡΟΥ bbox=[1346, 530, 1532, 561]
galloroso-text: Βεβαιοῦται ὅτι αἱ πρεσβεῖαι Γαλλίας, Ρωσίας καὶ Ἰταλίας συνεννοοῦνται... bbox=[1010, 248, 1277, 277]
signature: (Ὁ «Χρόνος») bbox=[218, 239, 297, 253]
intro-line: — Διακόψε φαίνεται ὁ πρόεδρος πρόσταγμα. bbox=[28, 31, 290, 45]
dateline: ΜΑΔΡΙΤΗ, 17 Ἰουλίου. bbox=[580, 413, 727, 427]
signature: (Μωρὶς Μαιτερλὶν) bbox=[183, 426, 297, 440]
omirio-text: Ἀπὸ τὸ πρωΐ ἔνοιωσα τὴν ἀνάγκην νὰ προσπαθήσω τὴν πτῆσιν... bbox=[320, 337, 561, 366]
logos-text: Τὴν θαρρὸν καὶ ἐξοχὴν τῆς ὅλης φόρτων ἀποβίωσιν, τοὺς φοβερὰς τῆς φιλολογίας σφραγῖδας... bbox=[1296, 697, 1582, 741]
headline-proektasi: Η ΠΡΟΕΚΤΑΣΙΣ bbox=[1070, 665, 1217, 685]
lifthenta-text: Ἐπειδὴ δὲ παρετηρήθη ὅτι ἡ ἑστία τῆς ἐπιδημίας τούτης εὑρίσκεται εἰς τὰ ἕλη... bbox=[580, 973, 991, 1002]
headline-thanatos: ΘΑΝΑΤΟΣ ΠΑΙΔΟΣ bbox=[696, 1016, 875, 1036]
subhead-logoi: ΕΙΣ ΤΟΝ ΝΑΟΝ ΚΑΙ ΤΟ ΝΕΚΡΟΤΑΦΕΙΟΝ bbox=[1304, 188, 1574, 201]
section-label: Ἐπιστημονικὴ Στήλη bbox=[14, 590, 301, 612]
headline-metafora: Η ΜΕΤΑΦΟΡΑ ΤΩΝ ΟΠΛΩΝ bbox=[684, 713, 887, 728]
headline-galloroso: ΓΑΛΛΟ-ΡΩΣΟ-ΙΤΑΛΙΚΗ bbox=[1058, 182, 1229, 197]
galliko-text: Εἰς τὸ Ὑπουργικὸν Συμβούλιον τὸ ὁποῖον ἐγένετο χθὲς ὁ κ. Πισὸν ὑπουργὸς τῶν Ναυτικῶν... bbox=[1010, 124, 1277, 168]
signature: (Ἀθην. Πρακτ.) bbox=[1185, 369, 1273, 383]
nafixis-text: Τρία ἀκόμη παρουσιάζεται ἀπὸ τὸ βλέμμα μου, φαίνεται κατανοούμενον... bbox=[320, 454, 561, 483]
headline-pyrkagia: ΠΥΡΚΑΓΙΑ ΔΑΣΟΥΣ bbox=[692, 776, 879, 796]
